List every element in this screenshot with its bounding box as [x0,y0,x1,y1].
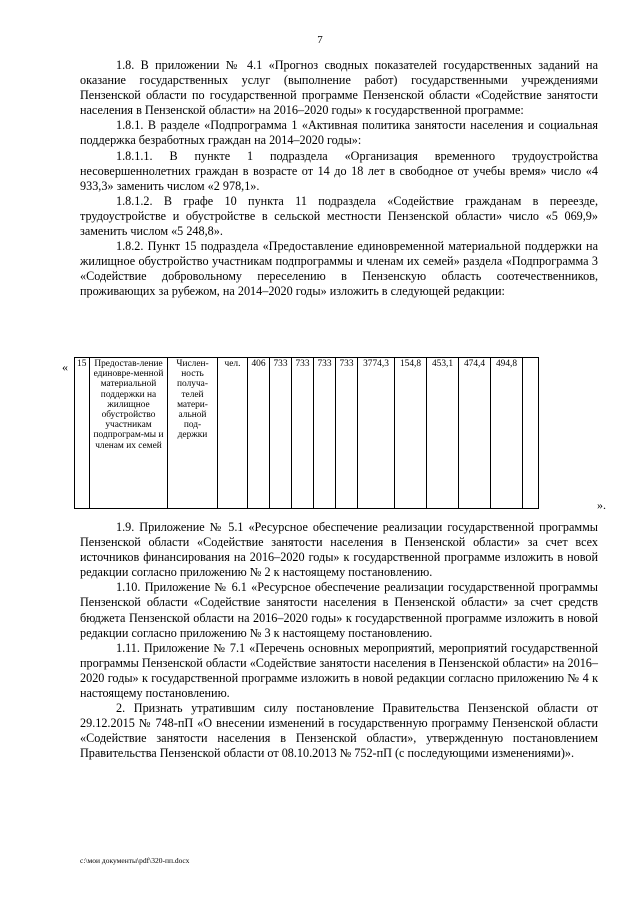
cell-value: 3774,3 [358,358,395,509]
page-number: 7 [317,34,323,46]
cell-value: 406 [248,358,270,509]
body-bottom [80,520,598,762]
cell-value: 733 [270,358,292,509]
cell-number: 15 [75,358,90,509]
paragraph-1-8-1-1: 1.8.1.1. В пункте 1 подраздела «Организация временного трудоустройства несовершеннолетних граждан в возрасте от 14 до 18 лет в свободное от учебы время» число «4 933,3» заменить числом «2 978,1». [80,148,598,193]
paragraph-1-8-1-2: 1.8.1.2. В графе 10 пункта 11 подраздела «Содействие гражданам в переезде, трудоустройстве и обустройстве в сельской местности Пензенской области» число «5 069,9» заменить числом «5 248,8». [80,193,598,239]
cell-value: 154,8 [395,358,427,509]
cell-value: 474,4 [459,358,491,509]
paragraph-1-9: 1.9. Приложение № 5.1 «Ресурсное обеспечение реализации государственной программы Пензенской области «Содействие занятости населения в Пензенской области» за счет всех источников финансирования на 2016–2020 годы» к государственной программе изложить в новой редакции согласно приложению № 2 к настоящему постановлению. [80,520,598,580]
body-top [80,58,598,300]
cell-indicator: Числен-ность получа-телей матери-альной под-держки [168,358,218,509]
cell-name: Предостав-ление единовре-менной материальной поддержки на жилищное обустройство участникам подпрограм-мы и членам их семей [90,358,168,509]
cell-value: 494,8 [491,358,523,509]
cell-empty [523,358,539,509]
cell-value: 733 [292,358,314,509]
cell-unit: чел. [218,358,248,509]
table-close-quote: ». [597,498,606,512]
table-row [75,358,539,509]
footer-file-path: c:\мои документы\pdf\320-пп.docx [80,856,190,865]
table-open-quote: « [62,360,68,374]
cell-value: 453,1 [427,358,459,509]
replacement-table [74,357,539,509]
paragraph-1-8-1: 1.8.1. В разделе «Подпрограмма 1 «Активная политика занятости населения и социальная поддержка безработных граждан на 2014–2020 годы»: [80,118,598,148]
cell-value: 733 [336,358,358,509]
paragraph-1-11: 1.11. Приложение № 7.1 «Перечень основных мероприятий, мероприятий государственной программы Пензенской области «Содействие занятости населения в Пензенской области» на 2016–2020 годы» к государственной программе изложить в новой редакции согласно приложению № 4 к настоящему постановлению. [80,640,598,701]
paragraph-1-8-2: 1.8.2. Пункт 15 подраздела «Предоставление единовременной материальной поддержки на жилищное обустройство участникам подпрограммы и членам их семей» раздела «Подпрограмма 3 «Содействие добровольному переселению в Пензенскую область соотечественников, проживающих за рубежом, на 2014–2020 годы» изложить в следующей редакции: [80,239,598,299]
paragraph-1-8: 1.8. В приложении № 4.1 «Прогноз сводных показателей государственных заданий на оказание государственных услуг (выполнение работ) государственными учреждениями Пензенской области по государственной программе Пензенской области «Содействие занятости населения в Пензенской области» на 2016–2020 годы» к государственной программе: [80,58,598,118]
cell-value: 733 [314,358,336,509]
paragraph-1-10: 1.10. Приложение № 6.1 «Ресурсное обеспечение реализации государственной программы Пензенской области «Содействие занятости населения в Пензенской области» за счет средств бюджета Пензенской области на 2016–2020 годы» к государственной программе изложить в новой редакции согласно приложению № 3 к настоящему постановлению. [80,580,598,640]
paragraph-2: 2. Признать утратившим силу постановление Правительства Пензенской области от 29.12.2015 № 748-пП «О внесении изменений в государственную программу Пензенской области «Содействие занятости населения в Пензенской области», утвержденную постановлением Правительства Пензенской области от 08.10.2013 № 752-пП (с последующими изменениями)». [80,701,598,761]
